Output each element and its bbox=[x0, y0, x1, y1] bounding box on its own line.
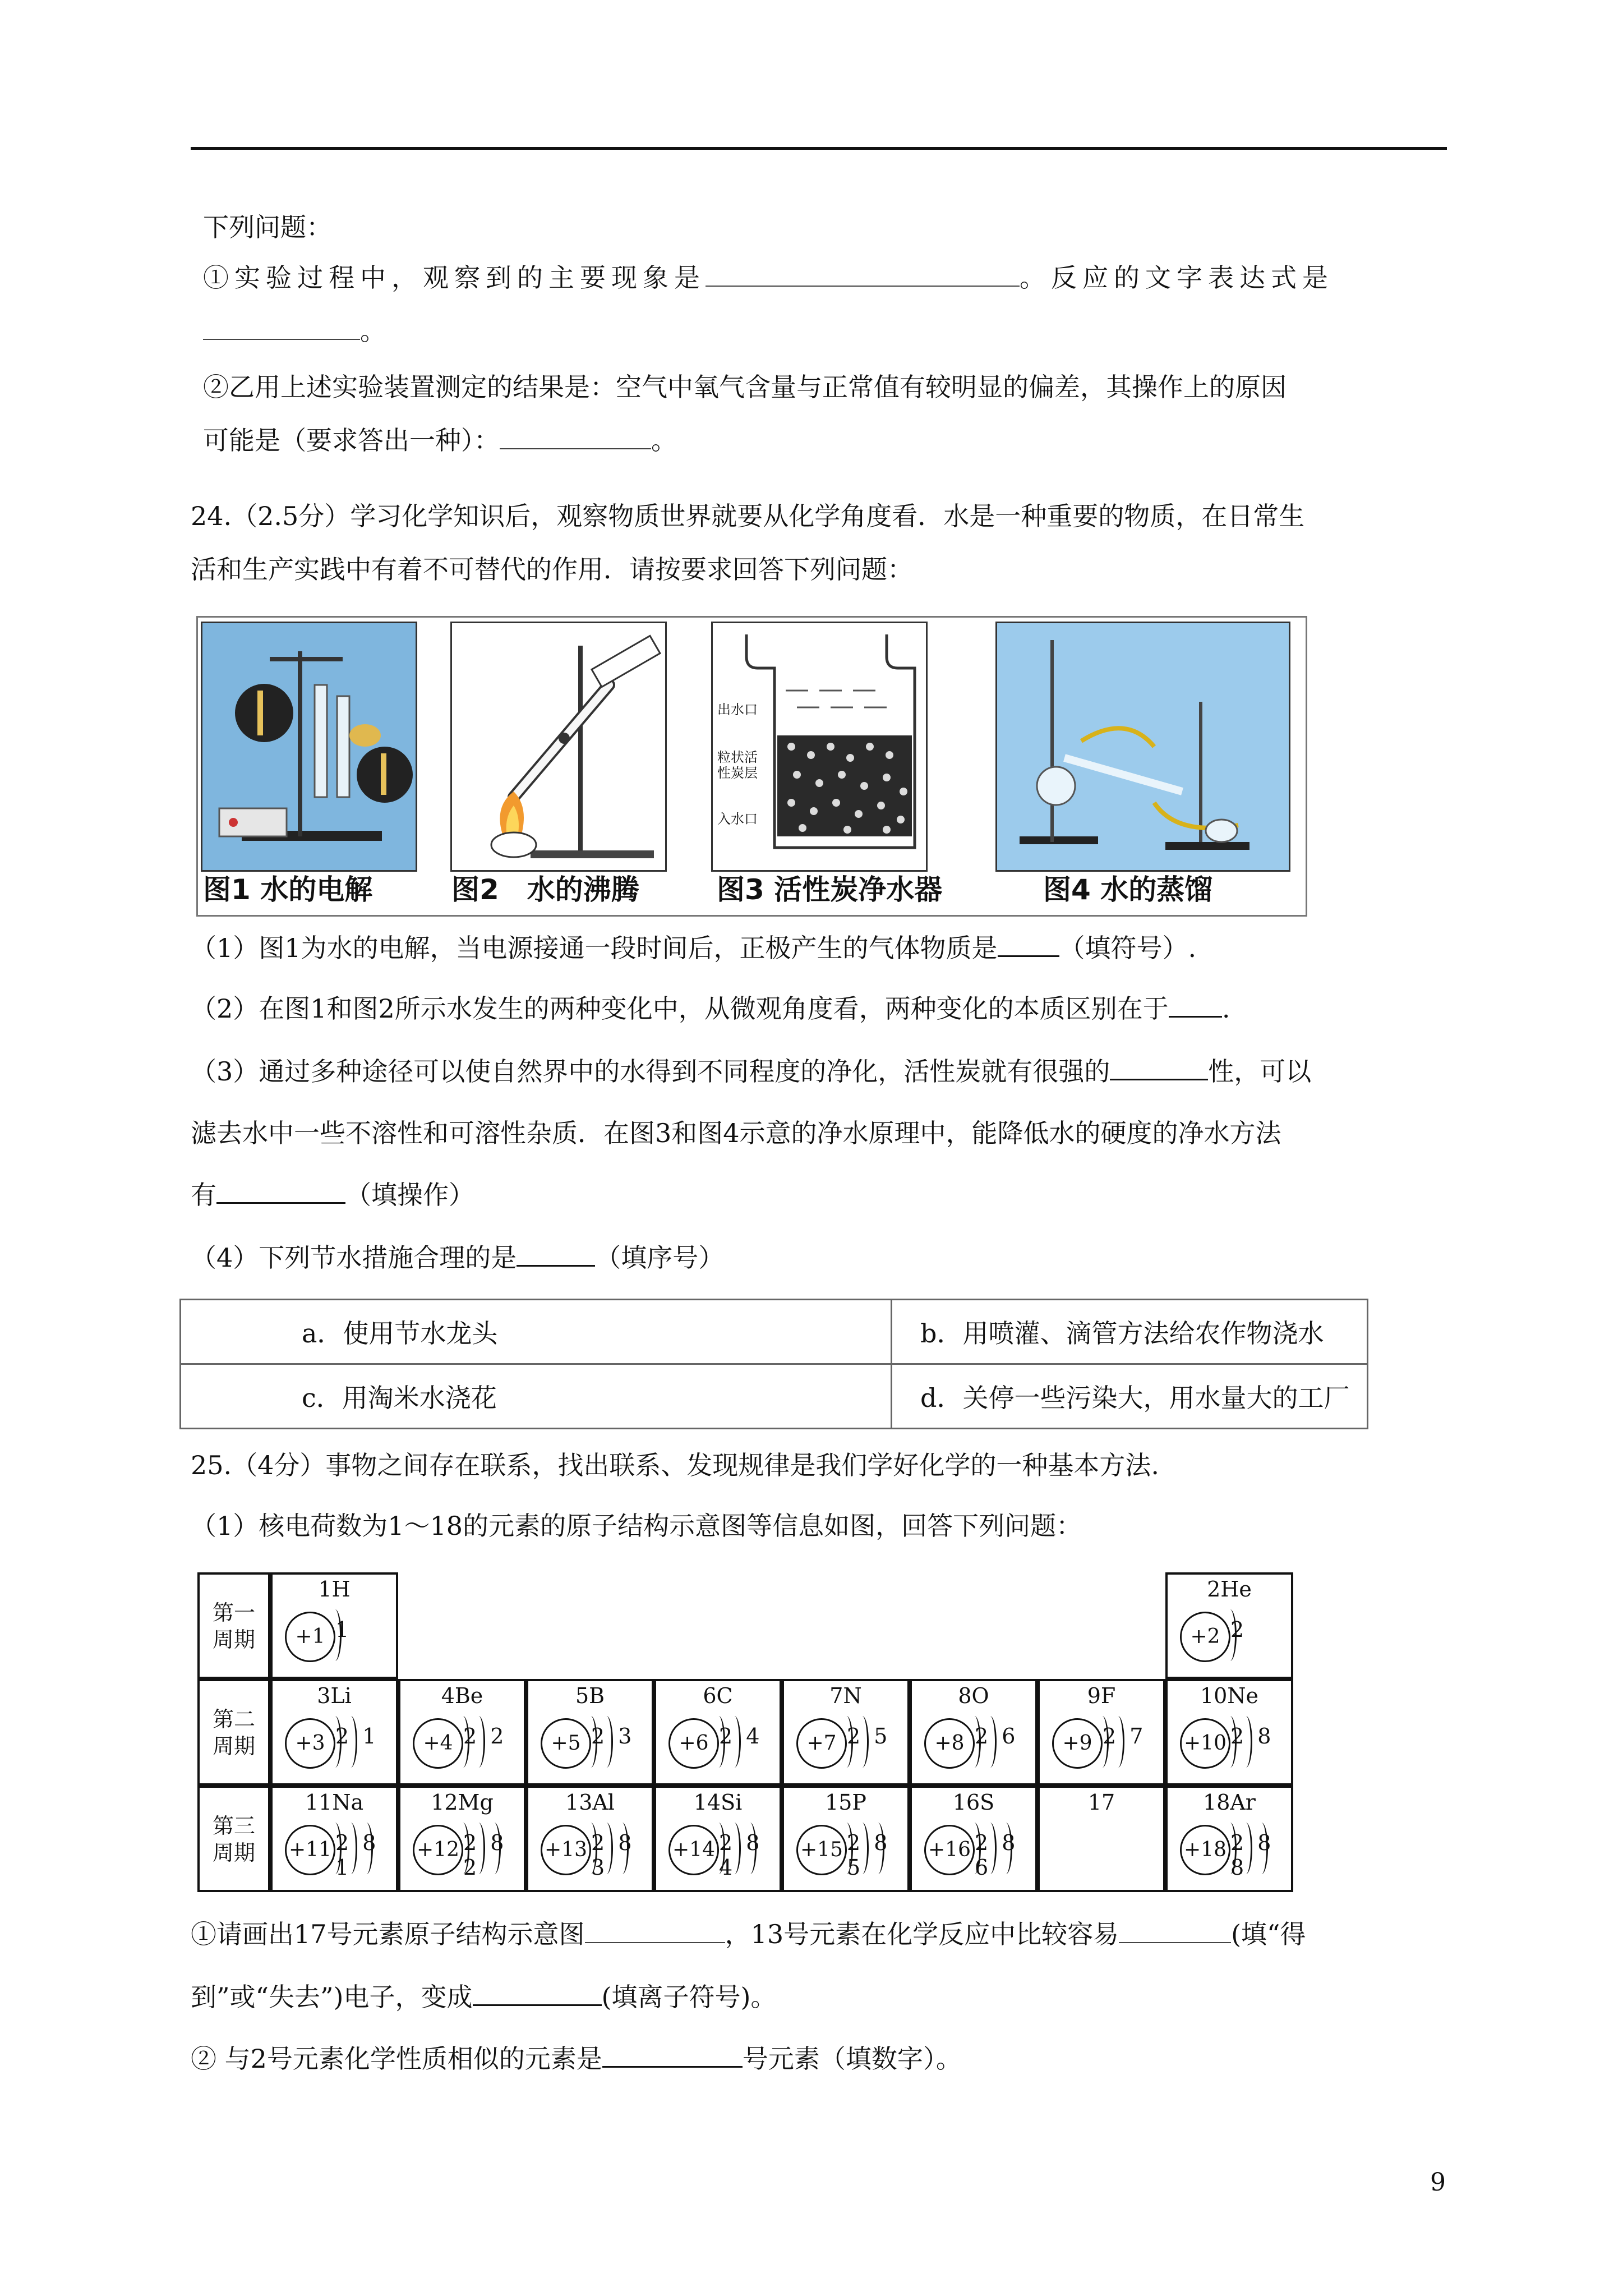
element-cell bbox=[398, 1679, 526, 1786]
element-symbol: 1H bbox=[318, 1577, 351, 1602]
shell-arc bbox=[616, 1823, 629, 1874]
shell-arc bbox=[600, 1716, 613, 1768]
q25-1-1-blank-diagram[interactable] bbox=[585, 1920, 725, 1943]
q25-1-1-blank-ion[interactable] bbox=[473, 1982, 602, 2006]
nucleus: +13 bbox=[541, 1825, 591, 1875]
option-a: a．使用节水龙头 bbox=[181, 1300, 892, 1364]
shell-arc bbox=[968, 1716, 981, 1768]
q24-2-blank[interactable] bbox=[1169, 993, 1222, 1018]
q24-head-a: 24.（2.5分）学习化学知识后，观察物质世界就要从化学角度看．水是一种重要的物质，在日常生 bbox=[191, 501, 1305, 531]
nucleus: +11 bbox=[285, 1825, 335, 1875]
q25-1-2-line bbox=[191, 2042, 962, 2076]
element-cell bbox=[270, 1572, 398, 1679]
electron-shells: 2 8 5 bbox=[847, 1830, 891, 1880]
shell-arc bbox=[1224, 1609, 1237, 1661]
q24-1-text-a: （1）图1为水的电解，当电源接通一段时间后，正极产生的气体物质是 bbox=[191, 933, 998, 963]
element-cell bbox=[654, 1786, 782, 1892]
element-symbol: 15P bbox=[825, 1790, 866, 1815]
distillation-apparatus-icon bbox=[997, 623, 1289, 870]
shell-arc bbox=[360, 1823, 373, 1874]
nucleus: +3 bbox=[285, 1718, 335, 1769]
q24-1-line bbox=[191, 931, 1196, 965]
q24-4-text-a: （4）下列节水措施合理的是 bbox=[191, 1243, 517, 1273]
q24-2-line bbox=[191, 992, 1230, 1025]
options-table bbox=[179, 1299, 1368, 1429]
electron-shells: 2 8 4 bbox=[719, 1830, 763, 1880]
shell-arc bbox=[1239, 1823, 1252, 1874]
q25-1-1-text-a: ①请画出17号元素原子结构示意图 bbox=[191, 1919, 585, 1949]
period-label: 第三 周期 bbox=[212, 1814, 255, 1865]
q24-3-text-d: 有 bbox=[191, 1180, 216, 1210]
shell-arc bbox=[329, 1716, 342, 1768]
nucleus: +16 bbox=[924, 1825, 975, 1875]
figure-3-carbon-filter bbox=[711, 622, 928, 872]
nucleus: +14 bbox=[668, 1825, 719, 1875]
element-cell bbox=[526, 1679, 654, 1786]
electrolysis-apparatus-icon bbox=[202, 623, 416, 870]
shell-arc bbox=[1224, 1823, 1237, 1874]
electron-shells: 2 7 bbox=[1103, 1724, 1147, 1749]
q24-3-text-b: 性，可以 bbox=[1208, 1056, 1312, 1087]
element-cell bbox=[910, 1679, 1038, 1786]
element-symbol: 7N bbox=[829, 1683, 862, 1708]
shell-arc bbox=[984, 1823, 997, 1874]
options-row bbox=[181, 1364, 1368, 1429]
q24-3-text-e: （填操作） bbox=[345, 1180, 474, 1210]
q24-4-line bbox=[191, 1241, 724, 1274]
element-cell bbox=[1165, 1679, 1293, 1786]
shell-arc bbox=[600, 1823, 613, 1874]
element-symbol: 2He bbox=[1207, 1577, 1252, 1602]
electron-shells: 2 4 bbox=[719, 1724, 763, 1749]
shell-arc bbox=[488, 1823, 501, 1874]
q23-1-line-2 bbox=[203, 314, 386, 348]
q23-1-text-c: 。 bbox=[360, 316, 386, 346]
electron-shells: 2 8 6 bbox=[975, 1830, 1019, 1880]
period-label-cell bbox=[197, 1679, 270, 1786]
period-label: 第一 周期 bbox=[212, 1600, 255, 1652]
shell-arc bbox=[472, 1716, 485, 1768]
shell-arc bbox=[329, 1609, 342, 1661]
option-b: b．用喷灌、滴管方法给农作物浇水 bbox=[892, 1300, 1368, 1364]
shell-arc bbox=[584, 1823, 597, 1874]
q23-2-text-c: 。 bbox=[651, 425, 677, 455]
q24-4-text-b: （填序号） bbox=[595, 1243, 725, 1273]
figure-4-caption: 图4 水的蒸馏 bbox=[1043, 873, 1213, 906]
element-cell bbox=[654, 1679, 782, 1786]
nucleus: +2 bbox=[1180, 1612, 1230, 1662]
q25-1-1-line bbox=[191, 1917, 1306, 1951]
shell-arc bbox=[584, 1716, 597, 1768]
element-cell bbox=[910, 1786, 1038, 1892]
nucleus: +5 bbox=[541, 1718, 591, 1769]
q24-3-text-c: 滤去水中一些不溶性和可溶性杂质．在图3和图4示意的净水原理中，能降低水的硬度的净水方法 bbox=[191, 1118, 1281, 1148]
electron-shells: 2 6 bbox=[975, 1724, 1019, 1749]
electron-shells: 2 8 1 bbox=[335, 1830, 380, 1880]
q23-2-text-b: 可能是（要求答出一种）： bbox=[203, 425, 500, 455]
shell-arc bbox=[984, 1716, 997, 1768]
q24-3-blank-property[interactable] bbox=[1110, 1056, 1208, 1080]
q24-3-line-3 bbox=[191, 1178, 474, 1212]
figure-4-distillation bbox=[995, 622, 1290, 872]
header-rule bbox=[191, 147, 1447, 150]
element-symbol: 17 bbox=[1087, 1790, 1115, 1815]
options-row bbox=[181, 1300, 1368, 1364]
element-cell bbox=[1165, 1786, 1293, 1892]
option-c: c．用淘米水浇花 bbox=[181, 1364, 892, 1429]
nucleus: +6 bbox=[668, 1718, 719, 1769]
q23-2-blank-reason[interactable] bbox=[500, 426, 651, 449]
element-symbol: 9F bbox=[1087, 1683, 1116, 1708]
q24-3-blank-operation[interactable] bbox=[216, 1180, 345, 1204]
shell-arc bbox=[1112, 1716, 1124, 1768]
shell-arc bbox=[968, 1823, 981, 1874]
shell-arc bbox=[1224, 1716, 1237, 1768]
period-label-cell bbox=[197, 1786, 270, 1892]
element-symbol: 3Li bbox=[317, 1683, 352, 1708]
shell-arc bbox=[856, 1716, 869, 1768]
q24-1-blank[interactable] bbox=[998, 933, 1059, 957]
carbon-filter-icon bbox=[713, 623, 926, 870]
nucleus: +7 bbox=[796, 1718, 847, 1769]
nucleus: +4 bbox=[413, 1718, 463, 1769]
shell-arc bbox=[744, 1823, 757, 1874]
q25-1-2-text-b: 号元素（填数字）。 bbox=[742, 2044, 962, 2074]
boiling-apparatus-icon bbox=[452, 623, 665, 870]
q25-head: 25.（4分）事物之间存在联系，找出联系、发现规律是我们学好化学的一种基本方法. bbox=[191, 1450, 1160, 1480]
q23-2-text-a: ②乙用上述实验装置测定的结果是：空气中氧气含量与正常值有较明显的偏差，其操作上的原因 bbox=[203, 372, 1287, 402]
q24-2-text-b: . bbox=[1221, 993, 1230, 1024]
electron-shells: 2 5 bbox=[847, 1724, 891, 1749]
element-cell bbox=[1165, 1572, 1293, 1679]
nucleus: +9 bbox=[1052, 1718, 1103, 1769]
element-symbol: 12Mg bbox=[431, 1790, 494, 1815]
element-symbol: 18Ar bbox=[1203, 1790, 1256, 1815]
figure-1-caption: 图1 水的电解 bbox=[203, 873, 373, 906]
shell-arc bbox=[728, 1716, 741, 1768]
figure-2-caption: 图2 水的沸腾 bbox=[451, 873, 639, 906]
nucleus: +8 bbox=[924, 1718, 975, 1769]
electron-shells: 2 8 3 bbox=[591, 1830, 635, 1880]
shell-arc bbox=[840, 1823, 853, 1874]
q24-2-text-a: （2）在图1和图2所示水发生的两种变化中，从微观角度看，两种变化的本质区别在于 bbox=[191, 993, 1169, 1024]
element-cell bbox=[270, 1679, 398, 1786]
q25-1-2-text-a: ② 与2号元素化学性质相似的元素是 bbox=[191, 2044, 602, 2074]
q24-1-text-b: （填符号）. bbox=[1059, 933, 1197, 963]
shell-arc bbox=[840, 1716, 853, 1768]
shell-arc bbox=[712, 1823, 725, 1874]
shell-arc bbox=[344, 1823, 357, 1874]
q24-3-text-a: （3）通过多种途径可以使自然界中的水得到不同程度的净化，活性炭就有很强的 bbox=[191, 1056, 1110, 1087]
q25-1-1-text-e: (填离子符号)。 bbox=[601, 1982, 777, 2012]
element-symbol: 16S bbox=[952, 1790, 995, 1815]
option-d: d．关停一些污染大，用水量大的工厂 bbox=[892, 1364, 1368, 1429]
figure-2-boiling bbox=[450, 622, 667, 872]
q25-1-1-text-d: 到”或“失去”)电子，变成 bbox=[191, 1982, 473, 2012]
element-symbol: 6C bbox=[703, 1683, 733, 1708]
page-number: 9 bbox=[1430, 2168, 1446, 2197]
shell-arc bbox=[344, 1716, 357, 1768]
nucleus: +15 bbox=[796, 1825, 847, 1875]
element-symbol: 11Na bbox=[305, 1790, 364, 1815]
period-label: 第二 周期 bbox=[212, 1707, 255, 1759]
shell-arc bbox=[872, 1823, 884, 1874]
element-cell bbox=[398, 1786, 526, 1892]
shell-arc bbox=[856, 1823, 869, 1874]
period-label-cell bbox=[197, 1572, 270, 1679]
q23-1-line bbox=[203, 261, 1334, 295]
element-symbol: 4Be bbox=[441, 1683, 483, 1708]
electron-shells: 2 3 bbox=[591, 1724, 635, 1749]
nucleus: +18 bbox=[1180, 1825, 1230, 1875]
nucleus: +1 bbox=[285, 1612, 335, 1662]
element-symbol: 13Al bbox=[565, 1790, 615, 1815]
filter-inlet-label: 入水口 bbox=[717, 811, 758, 827]
shell-arc bbox=[712, 1716, 725, 1768]
shell-arc bbox=[1096, 1716, 1109, 1768]
filter-carbon-label: 粒状活性炭层 bbox=[717, 749, 758, 781]
figure-1-electrolysis bbox=[201, 622, 417, 872]
element-symbol: 14Si bbox=[693, 1790, 743, 1815]
element-cell bbox=[1038, 1679, 1165, 1786]
q23-1-blank-equation[interactable] bbox=[203, 316, 360, 340]
shell-arc bbox=[1239, 1716, 1252, 1768]
q25-1-1-line-2 bbox=[191, 1980, 776, 2014]
element-cell bbox=[782, 1679, 910, 1786]
electron-shells: 2 8 8 bbox=[1230, 1830, 1275, 1880]
shell-arc bbox=[457, 1716, 469, 1768]
electron-shells: 1 bbox=[335, 1617, 353, 1642]
shell-arc bbox=[457, 1823, 469, 1874]
q24-4-blank[interactable] bbox=[517, 1243, 595, 1267]
q23-2-line bbox=[203, 424, 677, 457]
shell-arc bbox=[728, 1823, 741, 1874]
element-symbol: 10Ne bbox=[1200, 1683, 1259, 1708]
intro-text: 下列问题： bbox=[203, 212, 332, 242]
element-symbol: 8O bbox=[958, 1683, 989, 1708]
filter-outlet-label: 出水口 bbox=[717, 702, 758, 717]
q24-3-line bbox=[191, 1055, 1311, 1088]
q25-1-1-text-b: ，13号元素在化学反应中比较容易 bbox=[725, 1919, 1119, 1949]
electron-shells: 2 2 bbox=[463, 1724, 508, 1749]
shell-arc bbox=[472, 1823, 485, 1874]
nucleus: +12 bbox=[413, 1825, 463, 1875]
q23-1-blank-phenomenon[interactable] bbox=[706, 263, 1020, 287]
q23-1-text-b: 。反应的文字表达式是 bbox=[1020, 263, 1334, 293]
periodic-table bbox=[197, 1572, 1291, 1892]
q25-1-1-text-c: (填“得 bbox=[1231, 1919, 1306, 1949]
element-symbol: 5B bbox=[575, 1683, 605, 1708]
nucleus: +10 bbox=[1180, 1718, 1230, 1769]
shell-arc bbox=[999, 1823, 1012, 1874]
element-cell bbox=[526, 1786, 654, 1892]
electron-shells: 2 8 bbox=[1230, 1724, 1275, 1749]
q24-head-b: 活和生产实践中有着不可替代的作用．请按要求回答下列问题： bbox=[191, 554, 913, 585]
q25-1-1-blank-gain-lose[interactable] bbox=[1119, 1920, 1231, 1943]
q25-1-2-blank[interactable] bbox=[602, 2044, 743, 2068]
q23-1-text-a: ①实验过程中，观察到的主要现象是 bbox=[203, 263, 706, 293]
shell-arc bbox=[1255, 1823, 1268, 1874]
element-cell bbox=[270, 1786, 398, 1892]
q25-1-text: （1）核电荷数为1～18的元素的原子结构示意图等信息如图，回答下列问题： bbox=[191, 1511, 1082, 1541]
figure-3-caption: 图3 活性炭净水器 bbox=[717, 873, 943, 906]
element-cell bbox=[1038, 1786, 1165, 1892]
electron-shells: 2 bbox=[1230, 1617, 1248, 1642]
element-cell bbox=[782, 1786, 910, 1892]
electron-shells: 2 8 2 bbox=[463, 1830, 508, 1880]
shell-arc bbox=[329, 1823, 342, 1874]
electron-shells: 2 1 bbox=[335, 1724, 380, 1749]
